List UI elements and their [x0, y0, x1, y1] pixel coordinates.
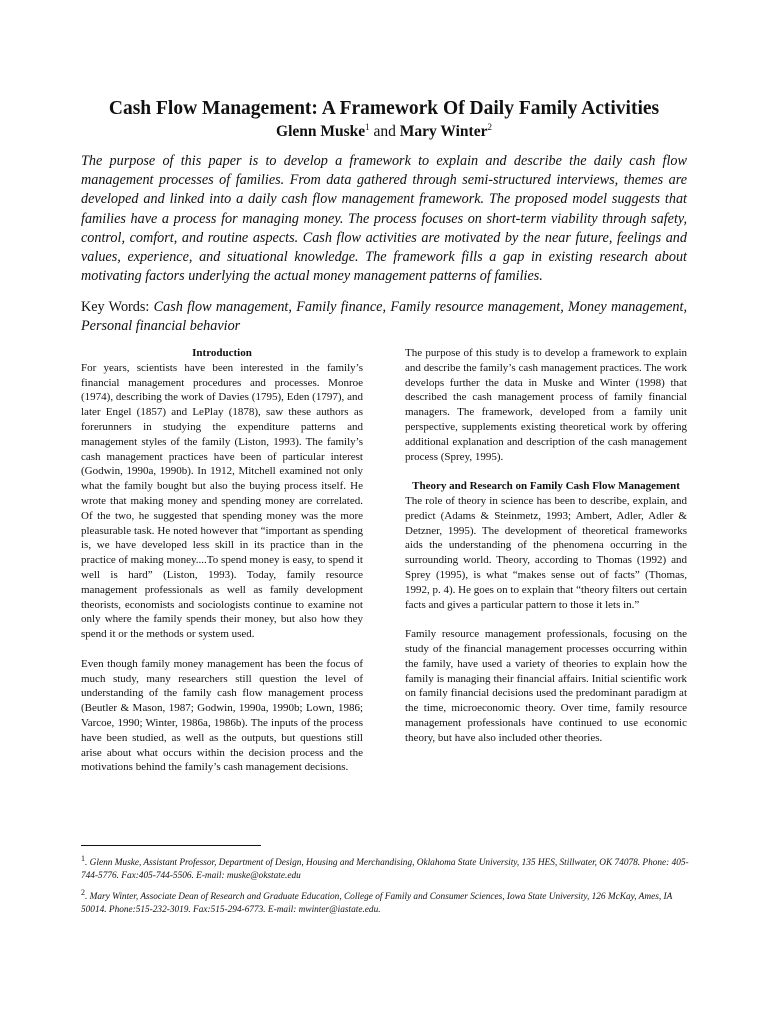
theory-heading: Theory and Research on Family Cash Flow Management	[412, 480, 680, 493]
abstract: The purpose of this paper is to develop a framework to explain and describe the daily cash flow management processes of families. From data gathered through semi-structured interviews, themes are developed and linked into a daily cash flow management framework. The proposed model suggests that families have a process for managing money. The process focuses on short-term viability through safety, control, comfort, and routine aspects. Cash flow activities are motivated by the near future, feelings and values, experience, and situational knowledge. The framework fills a gap in existing research about motivating factors underlying the actual money management patterns of families.	[81, 153, 687, 285]
author-2-name: Mary Winter	[399, 123, 488, 140]
footnote-2	[81, 886, 691, 917]
keywords-text: Cash flow management, Family finance, Family resource management, Money management, Personal financial behavior	[81, 299, 688, 335]
introduction-paragraph-1: For years, scientists have been interested in the family’s financial management procedures and processes. Monroe (1974), describing the work of Davies (1795), Eden (1797), and later Engel (1857) and LePlay (1878), saw these authors as forerunners in studying the expenditure patterns and management styles of the family (Liston, 1993). The family’s cash management practices have been of particular interest (Godwin, 1990a, 1990b). In 1912, Mitchell examined not only what the family bought but also the buying process itself. He wrote that making money and spending money are correlated. Of the two, he suggested that spending money was the more pleasurable task. He noted however that “important as spending is, we have developed less skill in its practice than in the practice of making money....To spend money is easy, to spend it well is hard” (Liston, 1993). Today, family resource management professionals as well as family development theorists, economists and sociologists continue to examine not only where the family spends their money, but also how they spend it or the methods or system used.	[81, 361, 363, 641]
author-2-footnote-mark: 2	[487, 121, 492, 132]
theory-paragraph-1: The role of theory in science has been to describe, explain, and predict (Adams & Steinmetz, 1993; Ambert, Adler, Adler & Detzner, 1995). The development of theoretical frameworks aids the understanding of the phenomena occurring in the surrounding world. Theory, according to Thomas (1992) and Sprey (1995), is what “makes sense out of facts” (Thomas, 1992, p. 4). He goes on to explain that “theory filters out certain facts and gives a particular pattern to those it lets in.”	[405, 494, 687, 611]
right-column	[405, 346, 687, 746]
footnote-divider	[81, 845, 261, 846]
purpose-paragraph: The purpose of this study is to develop a framework to explain and describe the family’s cash management practices. The work develops further the data in Muske and Winter (1998) that described the cash management process of family financial managers. The framework, developed from a family unit perspective, supplements existing theoretical work by offering additional explanation and description of the cash management process (Sprey, 1995).	[405, 347, 687, 463]
author-line	[0, 122, 768, 142]
author-1-footnote-mark: 1	[365, 121, 370, 132]
introduction-paragraph-2: Even though family money management has been the focus of much study, many researchers still question the level of understanding of the family cash flow management process (Beutler & Mason, 1987; Godwin, 1990a, 1990b; Lown, 1986; Varcoe, 1990; Winter, 1986a, 1986b). The inputs of the process have been studied, as well as the outputs, but questions still arise about what occurs within the decision process and the motivations behind the family’s cash management decisions.	[81, 657, 363, 774]
footnote-2-mark: 2	[81, 888, 85, 898]
keywords-label: Key Words:	[81, 299, 150, 315]
author-conjunction: and	[373, 123, 396, 140]
footnote-1-mark: 1	[81, 854, 85, 863]
introduction-heading: Introduction	[192, 347, 252, 359]
author-1-name: Glenn Muske	[276, 123, 366, 140]
keywords	[81, 298, 687, 336]
paper-title: Cash Flow Management: A Framework Of Daily Family Activities	[108, 98, 660, 120]
left-column	[81, 346, 363, 775]
footnote-2-text: . Mary Winter, Associate Dean of Research and Graduate Education, College of Family and Consumer Sciences, Iowa State University, 126 McKay, Ames, IA 50014. Phone:515-232-3019. Fax:515-294-6773. E-mail: mwinter@iastate.edu.	[81, 892, 673, 916]
theory-paragraph-2: Family resource management professionals, focusing on the study of the financial management processes occurring within the family, have used a variety of theories to explain how the family is managing their financial affairs. Initial scientific work on family financial decisions used the predominant paradigm at the time, microeconomic theory. Over time, family resource management professionals have continued to use economic theory, but have also included other theories.	[405, 628, 687, 744]
footnote-1-text: . Glenn Muske, Assistant Professor, Department of Design, Housing and Merchandising, Oklahoma State University, 135 HES, Stillwater, OK 74078. Phone: 405-744-5776. Fax:405-744-5506. E-mail: muske@okstate.edu	[81, 858, 689, 882]
footnotes	[81, 852, 691, 920]
footnote-1	[81, 852, 691, 883]
